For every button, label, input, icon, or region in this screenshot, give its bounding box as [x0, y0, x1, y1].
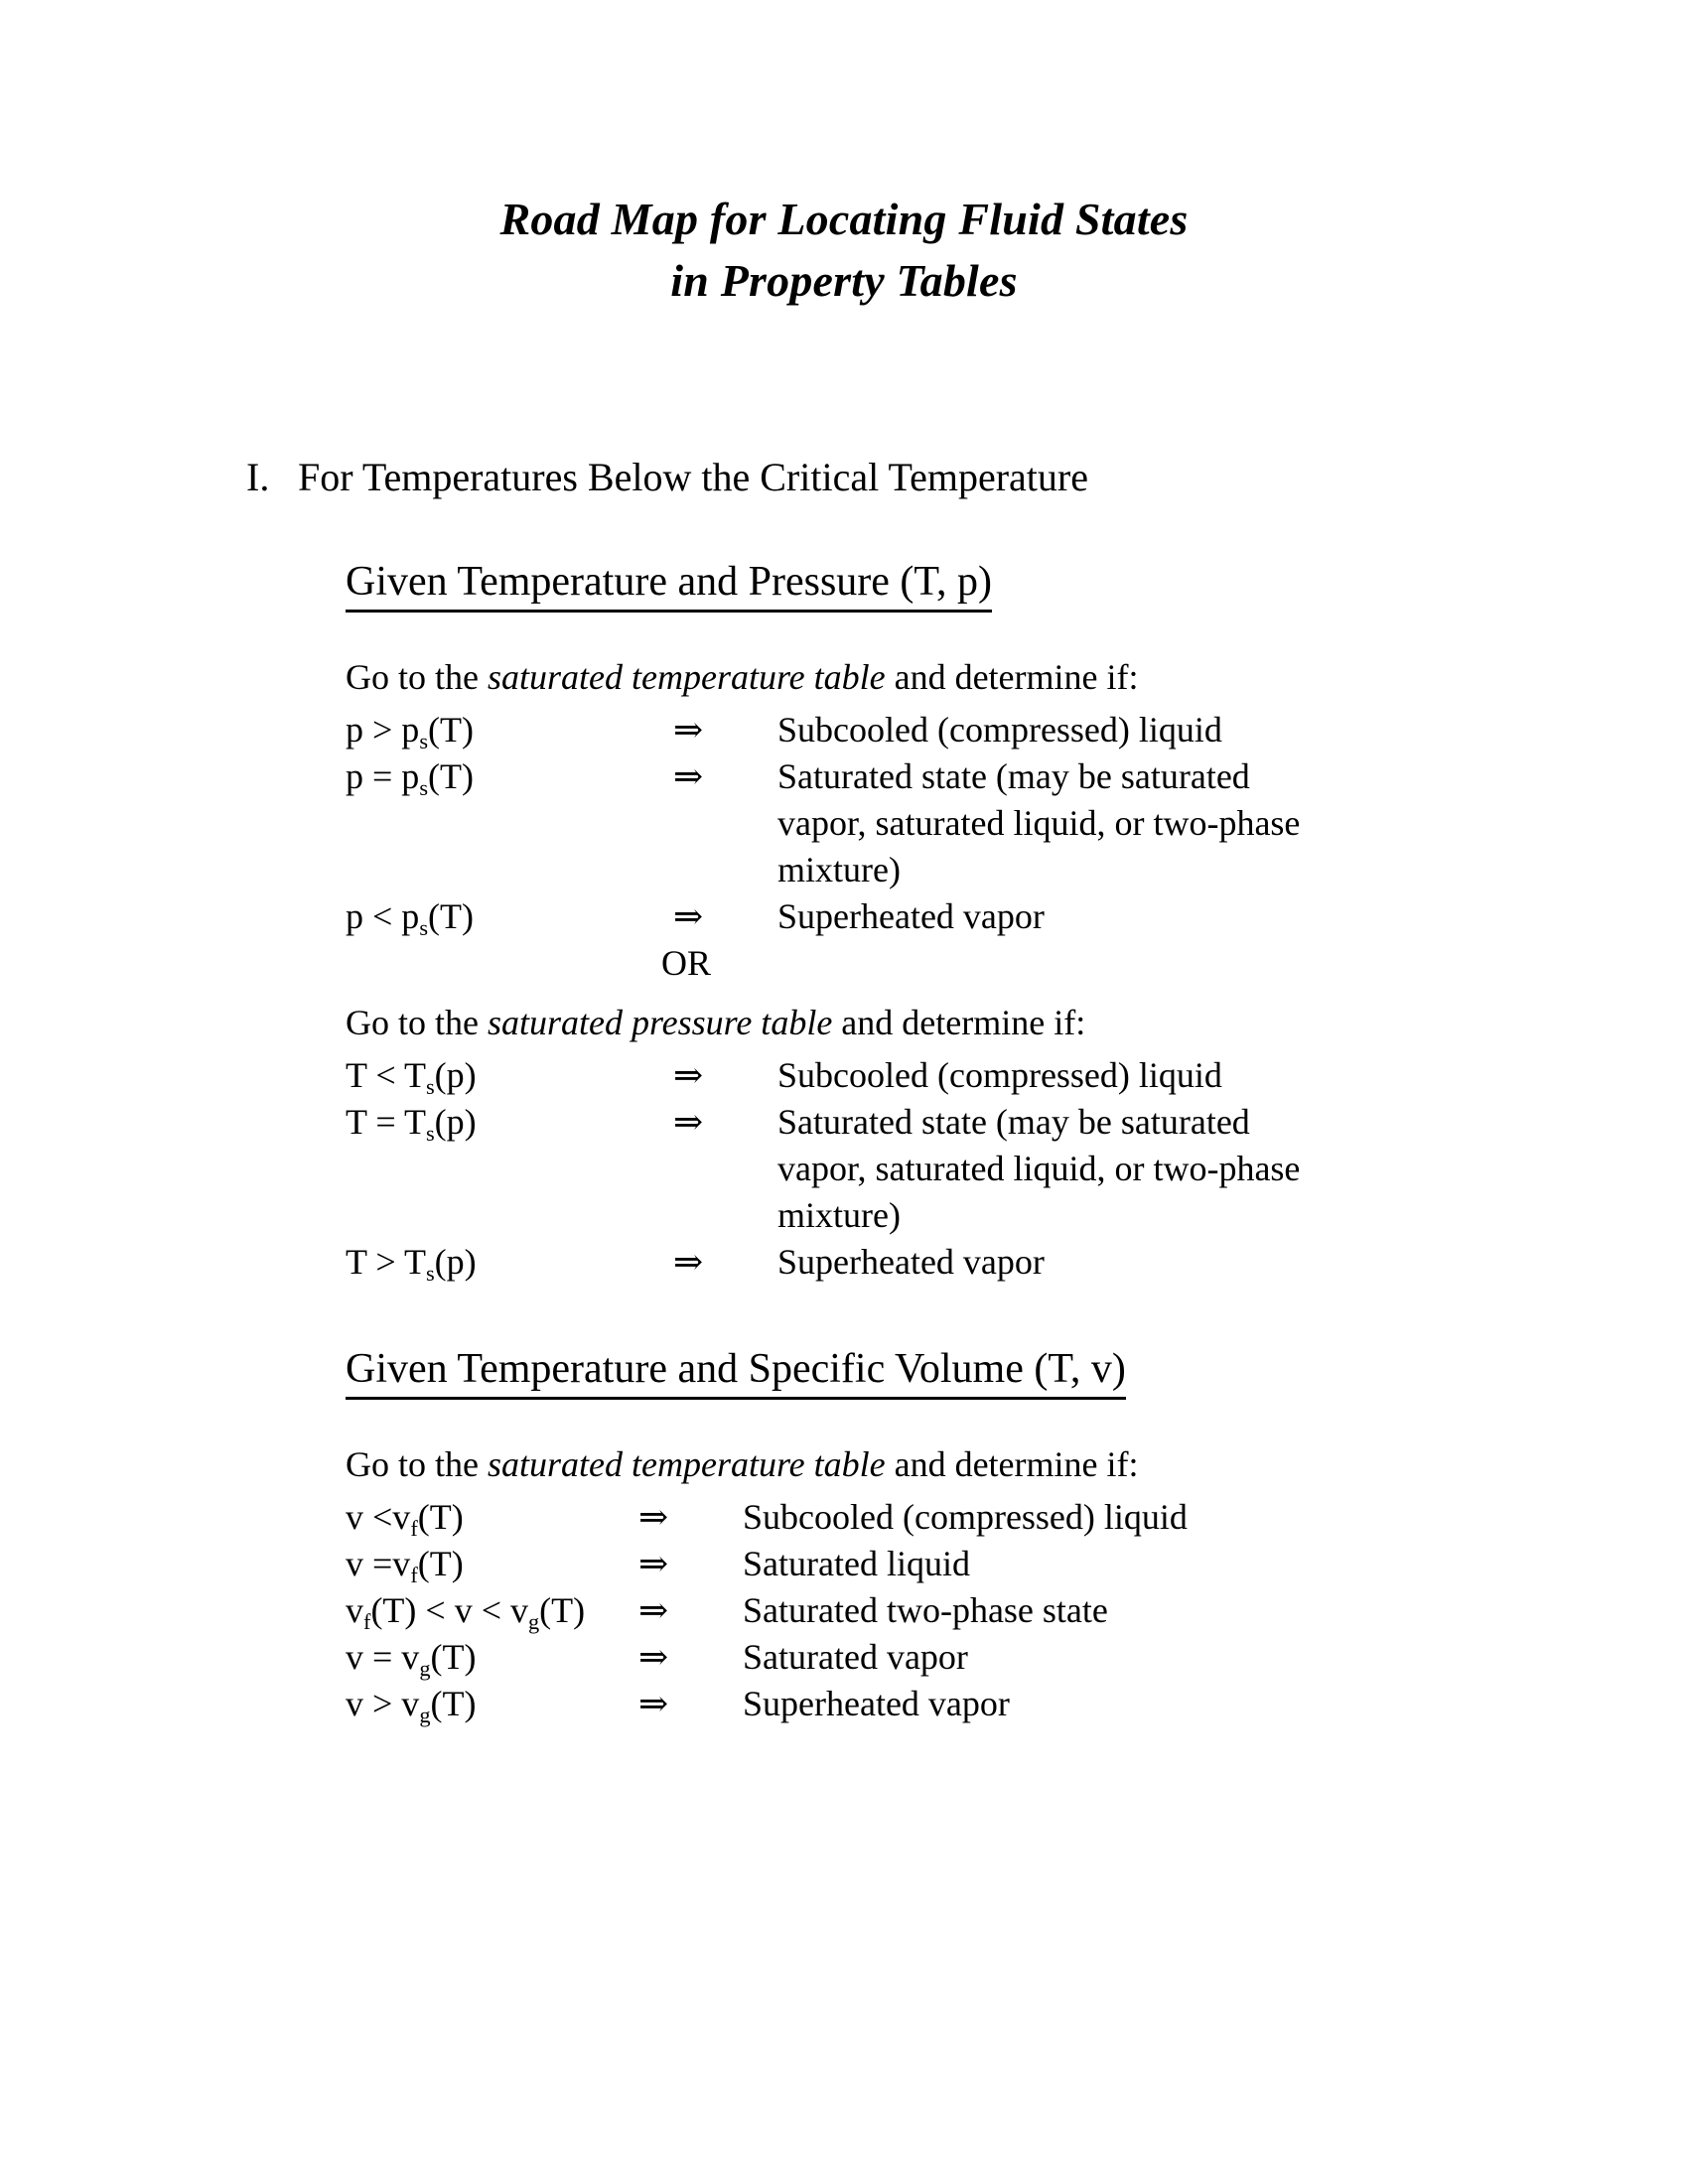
spacer [346, 1286, 1636, 1343]
section-heading [246, 452, 1088, 503]
or-separator-row [346, 940, 1636, 987]
cond-post-2: (T) [539, 1590, 586, 1630]
cond-post: (T) [417, 1544, 464, 1583]
implies-arrow-icon: ⇒ [673, 1242, 704, 1282]
rule-description-line: vapor, saturated liquid, or two-phase [777, 1149, 1301, 1188]
section-numeral: I. [246, 455, 270, 499]
implies-arrow-icon: ⇒ [638, 1497, 669, 1537]
rule-list [346, 1494, 1636, 1727]
intro-prefix: Go to the [346, 1444, 488, 1484]
cond-pre: p < p [346, 896, 420, 936]
rule-row [346, 1587, 1636, 1634]
rule-condition [346, 1494, 638, 1541]
cond-post: (T) [430, 1637, 477, 1677]
rule-condition [346, 1587, 638, 1634]
cond-pre: v = v [346, 1637, 420, 1677]
rule-description-line: Saturated liquid [743, 1544, 970, 1583]
cond-pre: p = p [346, 756, 420, 796]
implies-arrow-icon: ⇒ [673, 710, 704, 750]
block-heading-given-temperature-and-specific-volume: Given Temperature and Specific Volume (T, v) [346, 1343, 1126, 1400]
cond-post: (p) [434, 1102, 477, 1142]
rule-condition [346, 1541, 638, 1587]
content-body [346, 556, 1636, 1727]
cond-subscript: g [419, 1655, 431, 1681]
spacer [346, 613, 1636, 654]
cond-post: (T) < v < v [370, 1590, 529, 1630]
rule-description [777, 753, 1413, 893]
cond-pre: v [346, 1590, 363, 1630]
rule-description-line: Saturated state (may be saturated [777, 1102, 1250, 1142]
implies-arrow-icon: ⇒ [638, 1637, 669, 1677]
implies-arrow-icon: ⇒ [673, 1102, 704, 1142]
rule-row [346, 1634, 1636, 1681]
rule-condition [346, 1099, 673, 1146]
rule-row [346, 753, 1636, 893]
cond-subscript: f [410, 1562, 418, 1587]
rule-condition [346, 1681, 638, 1727]
cond-pre: T = T [346, 1102, 426, 1142]
rule-description [777, 1052, 1413, 1099]
spacer [346, 940, 661, 987]
rule-row [346, 707, 1636, 753]
rule-condition [346, 893, 673, 940]
intro-italic-table-name: saturated pressure table [487, 1003, 833, 1042]
rule-description [743, 1494, 1378, 1541]
intro-line-saturated-pressure-table [346, 1000, 1636, 1046]
cond-pre: p > p [346, 710, 420, 750]
intro-suffix: and determine if: [832, 1003, 1086, 1042]
rule-description [743, 1681, 1378, 1727]
rule-condition [346, 753, 673, 800]
cond-subscript: f [363, 1608, 371, 1634]
rule-description [777, 1239, 1413, 1286]
cond-pre: v =v [346, 1544, 411, 1583]
cond-pre: v <v [346, 1497, 411, 1537]
rule-description-line: Superheated vapor [743, 1684, 1010, 1723]
intro-line-saturated-temperature-table [346, 654, 1636, 701]
implies-arrow-icon: ⇒ [638, 1684, 669, 1723]
cond-pre: T > T [346, 1242, 426, 1282]
cond-post: (T) [428, 756, 474, 796]
cond-post: (T) [417, 1497, 464, 1537]
rule-row [346, 1681, 1636, 1727]
rule-row [346, 1541, 1636, 1587]
block-2 [346, 1343, 1636, 1400]
cond-subscript: f [410, 1515, 418, 1541]
rule-description [743, 1587, 1378, 1634]
document-title-line-1: Road Map for Locating Fluid States [499, 194, 1189, 244]
implies-arrow-icon: ⇒ [673, 896, 704, 936]
cond-subscript: s [419, 774, 428, 800]
cond-subscript: s [419, 914, 428, 940]
block-heading-given-temperature-and-pressure: Given Temperature and Pressure (T, p) [346, 556, 992, 613]
cond-subscript: s [425, 1073, 435, 1099]
rule-description [743, 1541, 1378, 1587]
intro-suffix: and determine if: [885, 1444, 1139, 1484]
cond-post: (p) [434, 1055, 477, 1095]
rule-description-line: Subcooled (compressed) liquid [777, 710, 1222, 750]
cond-post: (T) [428, 710, 474, 750]
rule-row [346, 1099, 1636, 1239]
document-title [0, 189, 1688, 312]
cond-subscript-2: g [528, 1608, 540, 1634]
rule-condition [346, 1239, 673, 1286]
rule-description [777, 707, 1413, 753]
implies-arrow-icon: ⇒ [638, 1590, 669, 1630]
rule-description [777, 1099, 1413, 1239]
rule-row [346, 1052, 1636, 1099]
rule-description-line: Subcooled (compressed) liquid [777, 1055, 1222, 1095]
cond-subscript: g [419, 1702, 431, 1727]
document-title-line-2: in Property Tables [670, 255, 1018, 306]
rule-description-line: Subcooled (compressed) liquid [743, 1497, 1188, 1537]
block-1 [346, 556, 1636, 613]
rule-description-line: Superheated vapor [777, 1242, 1045, 1282]
cond-subscript: s [425, 1120, 435, 1146]
rule-description-line: Saturated vapor [743, 1637, 968, 1677]
spacer [346, 1400, 1636, 1441]
rule-condition [346, 1052, 673, 1099]
implies-arrow-icon: ⇒ [673, 756, 704, 796]
cond-post: (T) [428, 896, 474, 936]
rule-description-line: Saturated two-phase state [743, 1590, 1108, 1630]
rule-description-line: Superheated vapor [777, 896, 1045, 936]
rule-condition [346, 707, 673, 753]
rule-description-line: vapor, saturated liquid, or two-phase [777, 803, 1301, 843]
cond-pre: T < T [346, 1055, 426, 1095]
rule-list [346, 1052, 1636, 1286]
implies-arrow-icon: ⇒ [638, 1544, 669, 1583]
rule-description-line: mixture) [777, 1195, 901, 1235]
implies-arrow-icon: ⇒ [673, 1055, 704, 1095]
intro-line-saturated-temperature-table-2 [346, 1441, 1636, 1488]
rule-row [346, 893, 1636, 940]
rule-row [346, 1239, 1636, 1286]
rule-condition [346, 1634, 638, 1681]
section-heading-text: For Temperatures Below the Critical Temperature [298, 455, 1088, 499]
intro-prefix: Go to the [346, 657, 488, 697]
intro-italic-table-name: saturated temperature table [487, 1444, 886, 1484]
rule-list [346, 707, 1636, 987]
rule-description-line: mixture) [777, 850, 901, 889]
intro-prefix: Go to the [346, 1003, 488, 1042]
rule-description-line: Saturated state (may be saturated [777, 756, 1250, 796]
cond-post: (T) [430, 1684, 477, 1723]
rule-description [777, 893, 1413, 940]
cond-post: (p) [434, 1242, 477, 1282]
cond-pre: v > v [346, 1684, 420, 1723]
cond-subscript: s [425, 1260, 435, 1286]
spacer [346, 987, 1636, 1000]
rule-description [743, 1634, 1378, 1681]
intro-suffix: and determine if: [885, 657, 1139, 697]
rule-row [346, 1494, 1636, 1541]
cond-subscript: s [419, 728, 428, 753]
intro-italic-table-name: saturated temperature table [487, 657, 886, 697]
or-label: OR [661, 943, 712, 983]
